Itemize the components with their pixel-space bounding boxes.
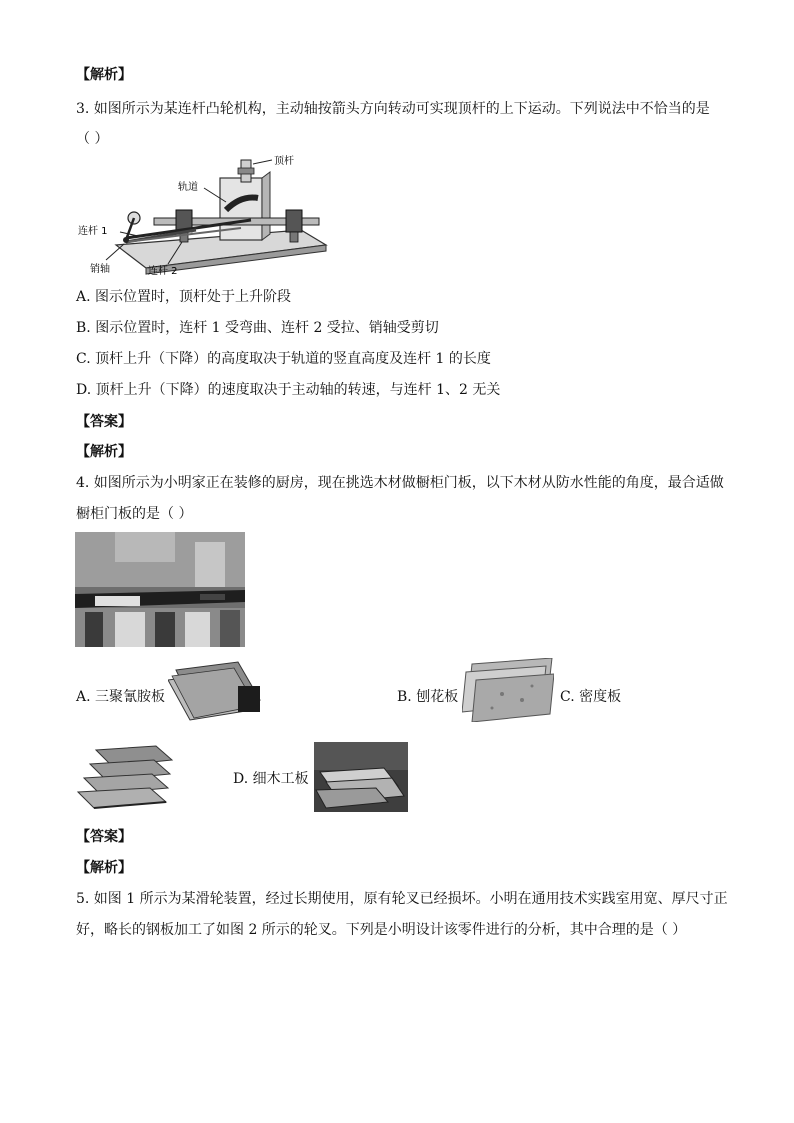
particle-board-image <box>462 658 554 722</box>
option-4b: B. 刨花板 <box>397 689 459 705</box>
analysis-label: 【解析】 <box>76 860 132 876</box>
option-4c: C. 密度板 <box>560 689 622 705</box>
question-5-stem: 5. 如图 1 所示为某滑轮装置，经过长期使用，原有轮叉已经损坏。小明在通用技术实践室用宽、厚尺寸正 <box>76 891 728 907</box>
density-board-image <box>76 740 176 816</box>
option-4a: A. 三聚氰胺板 <box>76 689 166 705</box>
option-4d: D. 细木工板 <box>233 771 309 787</box>
question-3-stem: 3. 如图所示为某连杆凸轮机构，主动轴按箭头方向转动可实现顶杆的上下运动。下列说法中不恰当的是 <box>76 101 710 117</box>
kitchen-photo <box>75 532 245 647</box>
option-3d: D. 顶杆上升（下降）的速度取决于主动轴的转速，与连杆 1、2 无关 <box>76 382 501 398</box>
label-pin: 销轴 <box>90 264 110 275</box>
blockboard-image <box>314 742 408 812</box>
answer-label: 【答案】 <box>76 829 132 845</box>
question-5-stem-cont: 好，略长的钢板加工了如图 2 所示的轮叉。下列是小明设计该零件进行的分析，其中合理的是（ ） <box>76 922 687 938</box>
label-link1: 连杆 1 <box>78 226 108 237</box>
label-track: 轨道 <box>178 182 198 193</box>
label-top-rod: 顶杆 <box>274 156 294 167</box>
analysis-label: 【解析】 <box>76 444 132 460</box>
question-3-stem-bracket: （ ） <box>76 131 109 147</box>
question-4-stem-cont: 橱柜门板的是（ ） <box>76 506 193 522</box>
cam-linkage-figure <box>76 150 336 285</box>
option-3a: A. 图示位置时，顶杆处于上升阶段 <box>76 289 292 305</box>
answer-label: 【答案】 <box>76 414 132 430</box>
option-3b: B. 图示位置时，连杆 1 受弯曲、连杆 2 受拉、销轴受剪切 <box>76 320 439 336</box>
question-4-stem: 4. 如图所示为小明家正在装修的厨房，现在挑选木材做橱柜门板，以下木材从防水性能的角度，最合适做 <box>76 475 724 491</box>
option-3c: C. 顶杆上升（下降）的高度取决于轨道的竖直高度及连杆 1 的长度 <box>76 351 491 367</box>
label-link2: 连杆 2 <box>148 266 178 277</box>
analysis-label: 【解析】 <box>76 67 132 83</box>
melamine-board-image <box>168 660 268 722</box>
